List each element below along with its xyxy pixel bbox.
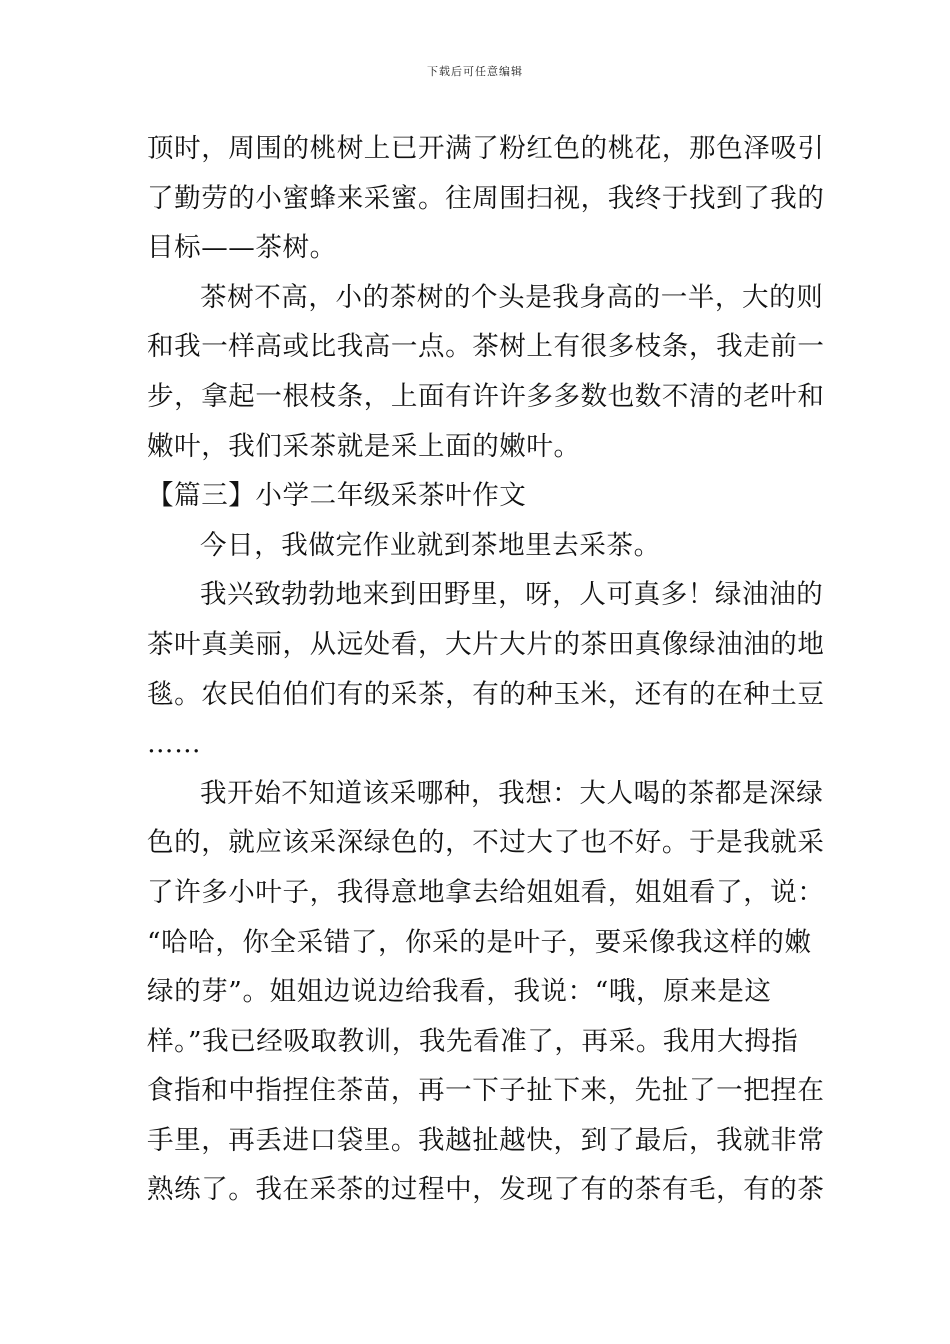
text-line: 了许多小叶子，我得意地拿去给姐姐看，姐姐看了，说：: [147, 876, 825, 908]
document-body: [147, 124, 825, 1215]
text-line: 毯。农民伯伯们有的采茶，有的种玉米，还有的在种土豆: [147, 678, 825, 710]
page-header: 下载后可任意编辑: [427, 65, 523, 78]
text-line: 熟练了。我在采茶的过程中，发现了有的茶有毛，有的茶: [147, 1174, 825, 1206]
text-line: 目标——茶树。: [147, 232, 337, 264]
text-line: 样。”我已经吸取教训，我先看准了，再采。我用大拇指: [147, 1025, 799, 1057]
paragraph-start-line: 我兴致勃勃地来到田野里，呀，人可真多！绿油油的: [200, 579, 824, 611]
text-line: “哈哈，你全采错了，你采的是叶子，要采像我这样的嫩: [147, 926, 812, 958]
text-line: 食指和中指捏住茶苗，再一下子扯下来，先扯了一把捏在: [147, 1075, 825, 1107]
paragraph-start-line: 我开始不知道该采哪种，我想：大人喝的茶都是深绿: [200, 777, 824, 809]
text-line: 茶叶真美丽，从远处看，大片大片的茶田真像绿油油的地: [147, 628, 825, 660]
text-line: 和我一样高或比我高一点。茶树上有很多枝条，我走前一: [147, 331, 825, 363]
text-line: 了勤劳的小蜜蜂来采蜜。往周围扫视，我终于找到了我的: [147, 182, 825, 214]
text-line: ……: [147, 728, 202, 760]
text-line: 嫩叶，我们采茶就是采上面的嫩叶。: [147, 430, 581, 462]
text-line: 步，拿起一根枝条，上面有许许多多数也数不清的老叶和: [147, 380, 825, 412]
text-line: 绿的芽”。姐姐边说边给我看，我说：“哦，原来是这: [147, 976, 772, 1008]
text-line: 色的，就应该采深绿色的，不过大了也不好。于是我就采: [147, 827, 825, 859]
paragraph-start-line: 今日，我做完作业就到茶地里去采茶。: [200, 529, 661, 561]
text-line: 顶时，周围的桃树上已开满了粉红色的桃花，那色泽吸引: [147, 133, 825, 164]
text-line: 手里，再丢进口袋里。我越扯越快，到了最后，我就非常: [147, 1124, 825, 1156]
paragraph-start-line: 茶树不高，小的茶树的个头是我身高的一半，大的则: [200, 281, 824, 313]
section-heading: 【篇三】小学二年级采茶叶作文: [147, 480, 527, 512]
